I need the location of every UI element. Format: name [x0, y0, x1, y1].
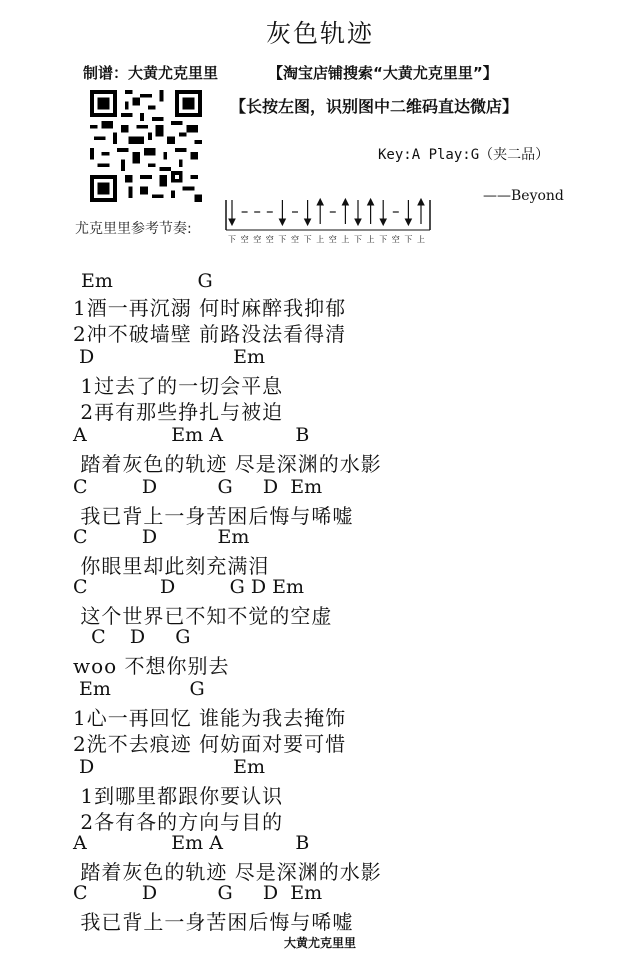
lyric-line: 2各有各的方向与目的	[73, 810, 284, 834]
stroke-label: 下	[228, 235, 236, 244]
lyric-line: 1过去了的一切会平息	[73, 374, 284, 398]
chord-line: C D G D Em	[73, 882, 323, 904]
chord-line: C D Em	[73, 526, 250, 548]
lyric-line: 这个世界已不知不觉的空虚	[73, 604, 333, 628]
lyric-line: 我已背上一身苦困后悔与唏嘘	[73, 910, 354, 934]
lyric-line: 2冲不破墙壁 前路没法看得清	[73, 322, 347, 346]
stroke-label: 空	[253, 235, 262, 244]
stroke-label: 空	[265, 235, 274, 244]
stroke-label: 上	[366, 235, 375, 244]
up-arrow-icon	[317, 199, 323, 205]
stroke-label: 下	[404, 235, 413, 244]
stroke-label: 下	[278, 235, 287, 244]
rhythm-label: 尤克里里参考节奏:	[75, 221, 192, 237]
chord-line: A Em A B	[73, 424, 310, 446]
lyrics-sheet	[73, 270, 382, 934]
chord-line: D Em	[73, 346, 266, 368]
stroke-label: 上	[341, 235, 350, 244]
stroke-label: 空	[240, 235, 249, 244]
chord-line: C D G D Em	[73, 476, 323, 498]
lyric-line: 踏着灰色的轨迹 尽是深渊的水影	[73, 452, 382, 476]
qr-code	[90, 90, 202, 202]
lyric-line: 1心一再回忆 谁能为我去掩饰	[73, 706, 347, 730]
arranger-credit: 制谱：大黄尤克里里	[83, 64, 219, 82]
lyric-line: 你眼里却此刻充满泪	[73, 554, 270, 578]
up-arrow-icon	[342, 199, 348, 205]
lyric-line: 我已背上一身苦困后悔与唏嘘	[73, 504, 354, 528]
stroke-label: 空	[391, 235, 400, 244]
footer-brand: 大黄尤克里里	[283, 936, 356, 950]
lyric-line: 1酒一再沉溺 何时麻醉我抑郁	[73, 296, 347, 320]
chord-line: Em G	[81, 270, 213, 292]
chord-line: A Em A B	[73, 832, 310, 854]
stroke-label: 下	[303, 235, 312, 244]
lyric-line: 踏着灰色的轨迹 尽是深渊的水影	[73, 860, 382, 884]
shop-search-note: 【淘宝店铺搜索“大黄尤克里里”】	[268, 64, 498, 82]
down-arrow-icon	[279, 219, 285, 225]
lyric-line: 2洗不去痕迹 何妨面对要可惜	[73, 732, 347, 756]
qr-hint: 【长按左图，识别图中二维码直达微店】	[230, 97, 519, 116]
rhythm-pattern	[224, 196, 434, 246]
song-title: 灰色轨迹	[265, 19, 374, 48]
lyric-line: 1到哪里都跟你要认识	[73, 784, 284, 808]
down-arrow-icon	[305, 219, 311, 225]
down-arrow-icon	[405, 219, 411, 225]
lyric-line: 2再有那些挣扎与被迫	[73, 400, 284, 424]
stroke-label: 空	[328, 235, 337, 244]
stroke-label: 上	[417, 235, 425, 244]
chord-line: C D G D Em	[73, 576, 304, 598]
down-arrow-icon	[355, 219, 361, 225]
chord-line: Em G	[73, 678, 205, 700]
stroke-label: 下	[354, 235, 362, 244]
up-arrow-icon	[418, 199, 424, 205]
chord-line: C D G	[73, 626, 191, 648]
stroke-label: 上	[316, 235, 325, 244]
down-arrow-icon	[229, 219, 235, 225]
key-info: Key:A Play:G（夹二品）	[378, 147, 550, 163]
artist-credit: ——Beyond	[483, 188, 564, 204]
up-arrow-icon	[368, 199, 374, 205]
down-arrow-icon	[380, 219, 386, 225]
stroke-label: 下	[379, 235, 388, 244]
chord-line: D Em	[73, 756, 266, 778]
lyric-line: woo 不想你别去	[73, 654, 230, 678]
stroke-label: 空	[291, 235, 299, 244]
